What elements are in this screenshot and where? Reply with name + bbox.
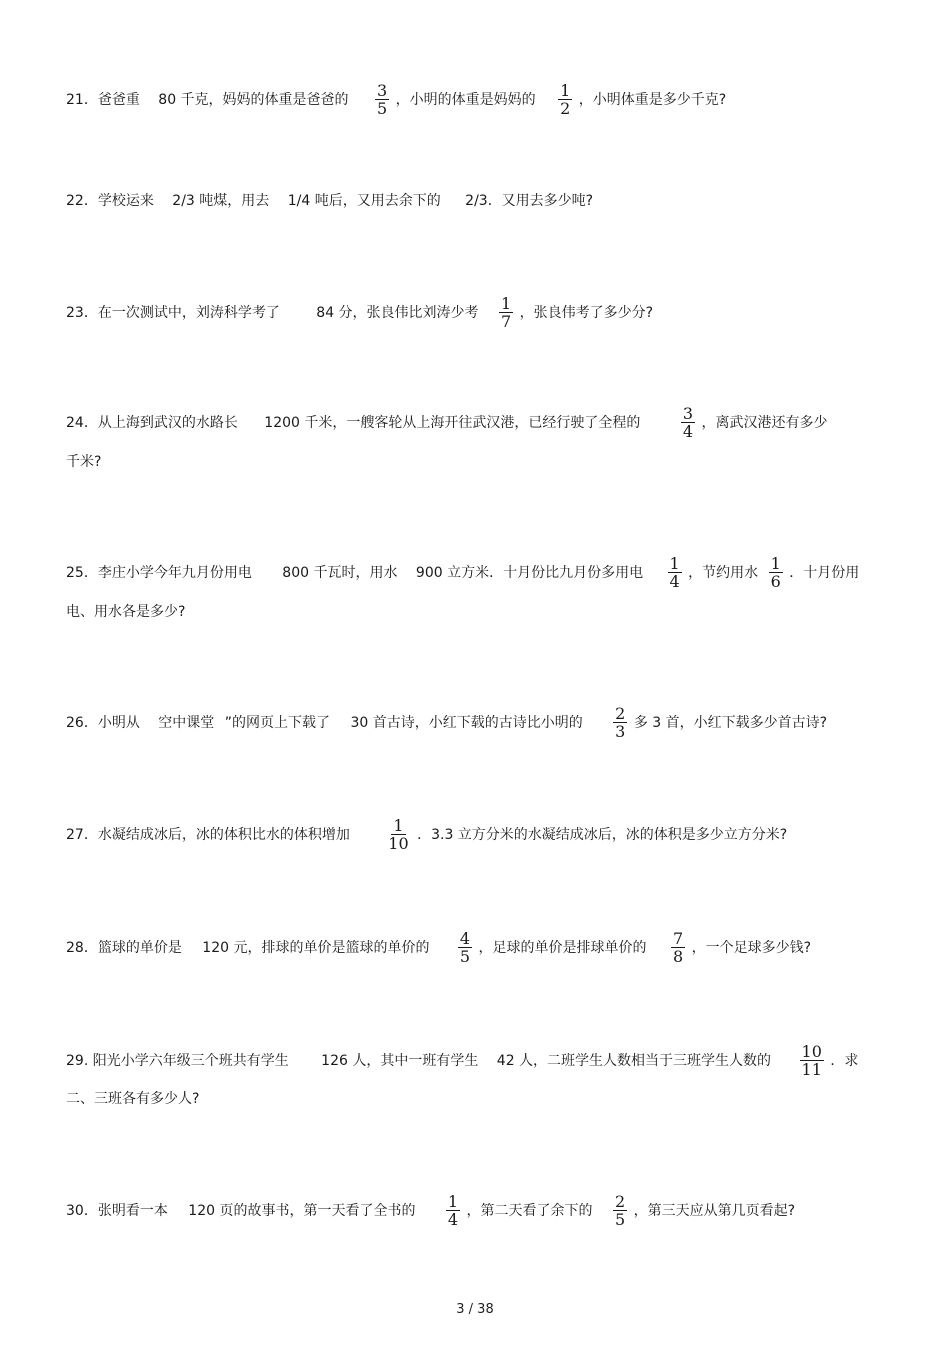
fraction — [446, 1193, 460, 1228]
problem-24 — [66, 404, 828, 441]
problem-30-text: ，第二天看了余下的 — [466, 1202, 593, 1219]
fraction-denominator: 11 — [801, 1060, 822, 1079]
problem-21-text: 80 千克，妈妈的体重是爸爸的 — [158, 91, 349, 108]
fraction-numerator: 7 — [673, 929, 684, 948]
fraction-numerator: 1 — [501, 294, 512, 313]
problem-28-text: 28．篮球的单价是 — [66, 939, 182, 956]
problem-25-continued — [66, 601, 185, 623]
fraction-denominator: 5 — [615, 1210, 626, 1229]
fraction-denominator: 8 — [673, 947, 684, 966]
problem-21-text: ，小明体重是多少千克? — [578, 91, 727, 108]
problem-24-text: 24．从上海到武汉的水路长 — [66, 414, 238, 431]
problem-25-text: 900 立方米．十月份比九月份多用电 — [415, 564, 644, 581]
fraction-numerator: 1 — [770, 554, 781, 573]
problem-27 — [66, 816, 788, 853]
fraction-numerator: 2 — [615, 704, 626, 723]
problem-28-text: ，足球的单价是排球单价的 — [478, 939, 647, 956]
problem-29-text: 二、三班各有多少人? — [66, 1091, 200, 1107]
fraction-numerator: 1 — [447, 1192, 459, 1211]
fraction-denominator: 3 — [615, 722, 626, 741]
fraction — [458, 930, 472, 965]
problem-21 — [66, 81, 727, 118]
problem-27-text: ．3.3 立方分米的水凝结成冰后，冰的体积是多少立方分米? — [417, 826, 788, 843]
problem-25-text: ，节约用水 — [688, 564, 759, 581]
problem-28-text: 120 元，排球的单价是篮球的单价的 — [202, 939, 430, 956]
fraction — [386, 817, 410, 852]
fraction — [375, 82, 389, 117]
problem-27-text: 27．水凝结成冰后，冰的体积比水的体积增加 — [66, 826, 350, 843]
problem-26-text: 空中课堂 — [158, 714, 215, 731]
fraction-numerator: 1 — [393, 816, 404, 835]
fraction — [613, 1193, 627, 1228]
problem-22 — [66, 190, 593, 212]
problem-22-text: 2/3．又用去多少吨? — [465, 193, 594, 209]
problem-26-text: 多 3 首，小红下载多少首古诗? — [633, 714, 828, 731]
fraction — [769, 555, 783, 590]
fraction-numerator: 10 — [801, 1042, 822, 1061]
problem-26-text: 30 首古诗，小红下载的古诗比小明的 — [350, 714, 583, 731]
problem-30 — [66, 1192, 796, 1229]
problem-23 — [66, 294, 654, 331]
problem-28-text: ，一个足球多少钱? — [691, 939, 812, 956]
problem-25 — [66, 554, 860, 591]
problem-29-text: 29. 阳光小学六年级三个班共有学生 — [66, 1052, 289, 1069]
fraction-numerator: 3 — [377, 81, 388, 100]
fraction — [668, 555, 682, 590]
fraction-denominator: 10 — [388, 834, 409, 853]
fraction — [681, 405, 695, 440]
fraction — [800, 1043, 824, 1078]
fraction-numerator: 4 — [459, 929, 471, 948]
problem-29-text: 42 人，二班学生人数相当于三班学生人数的 — [496, 1052, 772, 1069]
problem-24-text: 1200 千米，一艘客轮从上海开往武汉港，已经行驶了全程的 — [264, 414, 641, 431]
fraction — [671, 930, 685, 965]
problem-22-text: 2/3 吨煤，用去 — [172, 193, 270, 209]
problem-24-continued — [66, 451, 101, 473]
problem-21-text: 21．爸爸重 — [66, 91, 140, 108]
problem-25-text: 电、用水各是多少? — [66, 604, 186, 620]
problem-21-text: ，小明的体重是妈妈的 — [395, 91, 536, 108]
problem-23-text: 23．在一次测试中，刘涛科学考了 — [66, 304, 280, 321]
problem-29-text: ．求 — [830, 1052, 859, 1069]
fraction-denominator: 7 — [501, 312, 512, 331]
fraction — [558, 82, 572, 117]
problem-26-text: ”的网页上下载了 — [224, 714, 330, 731]
fraction — [499, 295, 513, 330]
problem-25-text: 800 千瓦时，用水 — [282, 564, 398, 581]
problem-24-text: ，离武汉港还有多少 — [701, 414, 828, 431]
problem-29 — [66, 1042, 859, 1079]
problem-30-text: 30．张明看一本 — [66, 1202, 168, 1219]
problem-25-text: ．十月份用 — [789, 564, 860, 581]
problem-30-text: 120 页的故事书，第一天看了全书的 — [188, 1202, 416, 1219]
fraction-denominator: 4 — [682, 422, 693, 441]
fraction-denominator: 4 — [447, 1210, 459, 1229]
fraction-denominator: 6 — [770, 572, 781, 591]
problem-22-text: 22．学校运来 — [66, 193, 154, 209]
fraction-denominator: 2 — [560, 99, 571, 118]
page-number: 3 / 38 — [456, 1302, 494, 1317]
problem-26-text: 26．小明从 — [66, 714, 140, 731]
fraction-denominator: 4 — [669, 572, 680, 591]
fraction-numerator: 2 — [615, 1192, 626, 1211]
fraction-denominator: 5 — [377, 99, 388, 118]
problem-28 — [66, 929, 812, 966]
fraction-denominator: 5 — [459, 947, 471, 966]
problem-30-text: ，第三天应从第几页看起? — [633, 1202, 796, 1219]
fraction-numerator: 3 — [682, 404, 693, 423]
problem-24-text: 千米? — [66, 454, 102, 470]
problem-23-text: ，张良伟考了多少分? — [519, 304, 654, 321]
fraction-numerator: 1 — [560, 81, 571, 100]
problem-22-text: 1/4 吨后，又用去余下的 — [287, 193, 441, 209]
problem-25-text: 25．李庄小学今年九月份用电 — [66, 564, 252, 581]
problem-23-text: 84 分，张良伟比刘涛少考 — [316, 304, 479, 321]
problem-29-text: 126 人，其中一班有学生 — [321, 1052, 479, 1069]
problem-26 — [66, 704, 828, 741]
fraction — [613, 705, 627, 740]
problem-29-continued — [66, 1088, 199, 1110]
fraction-numerator: 1 — [669, 554, 680, 573]
